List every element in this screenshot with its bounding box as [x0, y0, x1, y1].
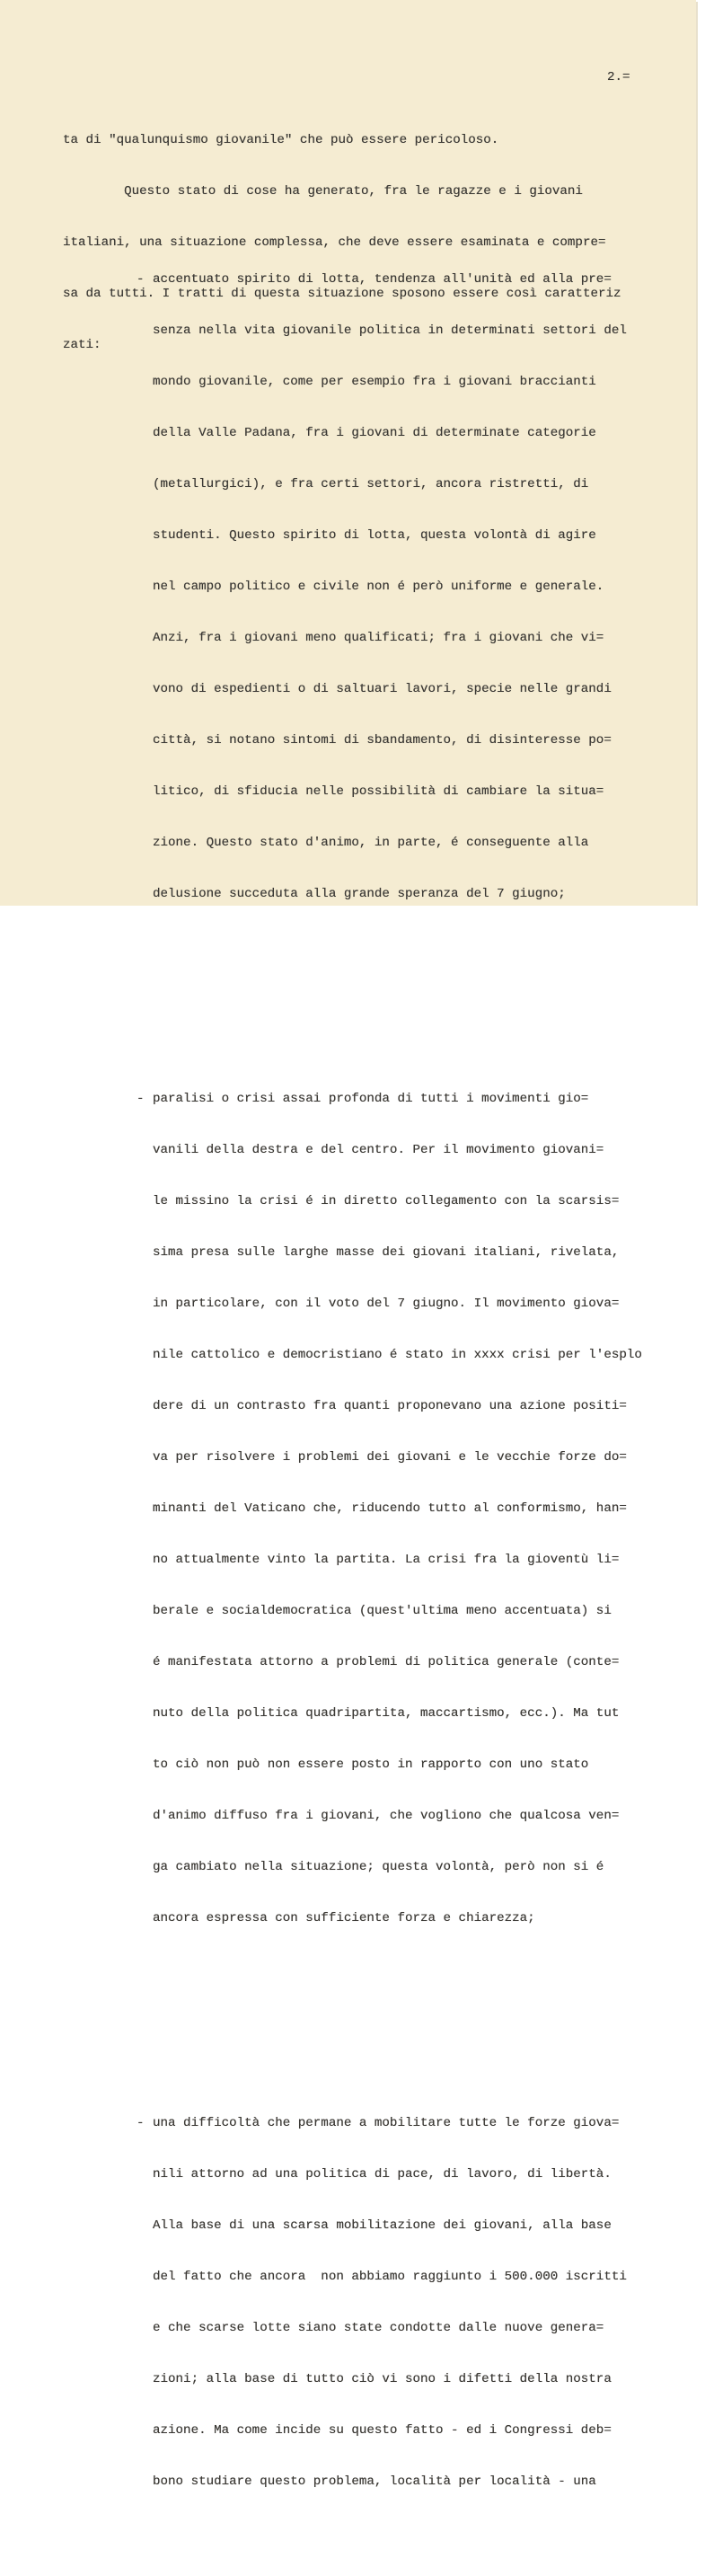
text-line: va per risolvere i problemi dei giovani e le vecchie forze do=: [153, 1450, 627, 1465]
text-line: ta di "qualunquismo giovanile" che può essere pericoloso.: [63, 133, 499, 147]
text-line: accentuato spirito di lotta, tendenza all'unità ed alla pre=: [153, 272, 612, 287]
text-line: le missino la crisi é in diretto collegamento con la scarsis=: [153, 1194, 620, 1208]
dash-marker: -: [137, 272, 145, 287]
text-line: italiani, una situazione complessa, che deve essere esaminata e compre=: [63, 235, 606, 250]
text-line: ga cambiato nella situazione; questa volontà, però non si é: [153, 1860, 604, 1874]
text-line: vono di espedienti o di saltuari lavori, specie nelle grandi: [153, 682, 612, 696]
text-line: (metallurgici), e fra certi settori, ancora ristretti, di: [153, 477, 589, 491]
text-line: e che scarse lotte siano state condotte dalle nuove genera=: [153, 2321, 604, 2335]
dash-marker: -: [137, 1092, 145, 1106]
text-line: della Valle Padana, fra i giovani di determinate categorie: [153, 426, 596, 440]
text-line: nuto della politica quadripartita, maccartismo, ecc.). Ma tut: [153, 1706, 620, 1721]
page-number: 2.=: [607, 70, 630, 84]
dash-marker: -: [137, 2116, 145, 2130]
dash-list: [137, 186, 642, 2576]
text-line: zioni; alla base di tutto ciò vi sono i difetti della nostra: [153, 2372, 612, 2386]
text-line: litico, di sfiducia nelle possibilità di cambiare la situa=: [153, 784, 604, 799]
text-line: nili attorno ad una politica di pace, di lavoro, di libertà.: [153, 2167, 612, 2182]
text-line: dere di un contrasto fra quanti proponevano una azione positi=: [153, 1399, 627, 1413]
text-line: mondo giovanile, come per esempio fra i giovani braccianti: [153, 375, 596, 389]
list-item-mobilization: [137, 2081, 642, 2525]
text-line: azione. Ma come incide su questo fatto - ed i Congressi deb=: [153, 2423, 612, 2438]
list-item-crisis: [137, 1057, 642, 1961]
text-line: bono studiare questo problema, località per località - una: [153, 2474, 596, 2489]
text-line: nile cattolico e democristiano é stato in xxxx crisi per l'esplo: [153, 1348, 642, 1362]
text-line: sa da tutti. I tratti di questa situazione sposono essere così caratteriz: [63, 287, 621, 301]
text-line: é manifestata attorno a problemi di politica generale (conte=: [153, 1655, 620, 1669]
text-line: zione. Questo stato d'animo, in parte, é conseguente alla: [153, 836, 589, 850]
text-line: berale e socialdemocratica (quest'ultima meno accentuata) si: [153, 1604, 612, 1618]
text-line: zati:: [63, 338, 101, 352]
text-line: studenti. Questo spirito di lotta, questa volontà di agire: [153, 528, 596, 543]
text-line: to ciò non può non essere posto in rapporto con uno stato: [153, 1757, 589, 1772]
text-line: del fatto che ancora non abbiamo raggiunto i 500.000 iscritti: [153, 2270, 627, 2284]
text-line: una difficoltà che permane a mobilitare tutte le forze giova=: [153, 2116, 620, 2130]
text-line: d'animo diffuso fra i giovani, che vogliono che qualcosa ven=: [153, 1809, 620, 1823]
list-item-spirit: [137, 237, 642, 937]
text-line: Alla base di una scarsa mobilitazione dei giovani, alla base: [153, 2218, 612, 2233]
text-line: paralisi o crisi assai profonda di tutti i movimenti gio=: [153, 1092, 589, 1106]
text-line: senza nella vita giovanile politica in determinati settori del: [153, 323, 627, 338]
text-line: ancora espressa con sufficiente forza e chiarezza;: [153, 1911, 535, 1925]
text-line: delusione succeduta alla grande speranza del 7 giugno;: [153, 887, 566, 901]
text-line: Anzi, fra i giovani meno qualificati; fra i giovani che vi=: [153, 631, 604, 645]
text-line: minanti del Vaticano che, riducendo tutto al conformismo, han=: [153, 1501, 627, 1516]
text-line: no attualmente vinto la partita. La crisi fra la gioventù li=: [153, 1553, 620, 1567]
text-line: sima presa sulle larghe masse dei giovani italiani, rivelata,: [153, 1245, 620, 1260]
text-line: in particolare, con il voto del 7 giugno. Il movimento giova=: [153, 1297, 620, 1311]
text-line: città, si notano sintomi di sbandamento, di disinteresse po=: [153, 733, 612, 748]
text-line: nel campo politico e civile non é però uniforme e generale.: [153, 580, 604, 594]
text-line: Questo stato di cose ha generato, fra le ragazze e i giovani: [63, 184, 583, 199]
page-background-margin: [0, 906, 705, 970]
text-line: vanili della destra e del centro. Per il movimento giovani=: [153, 1143, 604, 1157]
